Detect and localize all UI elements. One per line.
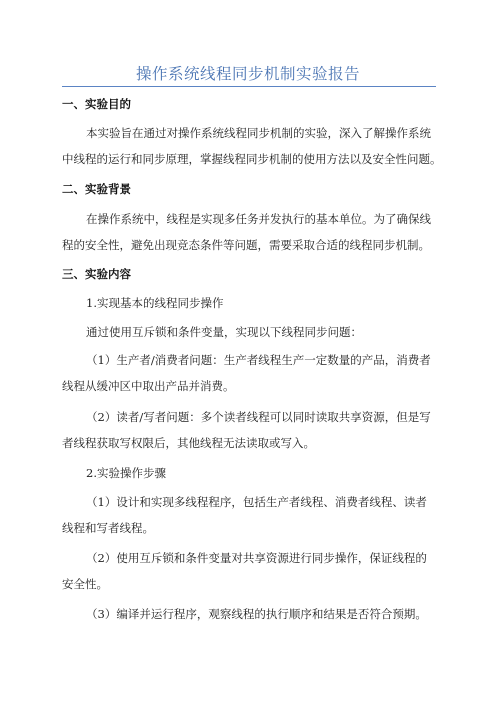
paragraph-line: 中线程的运行和同步原理，掌握线程同步机制的使用方法以及安全性问题。: [62, 151, 442, 166]
paragraph-line: （1）设计和实现多线程程序，包括生产者线程、消费者线程、读者: [86, 495, 427, 509]
paragraph-line: （3）编译并运行程序，观察线程的执行顺序和结果是否符合预期。: [86, 607, 427, 621]
section-paragraph: [62, 121, 442, 172]
section-paragraph: [62, 348, 442, 399]
paragraph-line: 2.实验操作步骤: [86, 466, 166, 480]
paragraph-line: （2）读者/写者问题：多个读者线程可以同时读取共享资源，但是写: [86, 410, 431, 424]
section-paragraph: [62, 546, 442, 597]
paragraph-line: 在操作系统中，线程是实现多任务并发执行的基本单位。为了确保线: [86, 212, 431, 226]
paragraph-line: 本实验旨在通过对操作系统线程同步机制的实验，深入了解操作系统: [86, 126, 431, 140]
paragraph-line: （2）使用互斥锁和条件变量对共享资源进行同步操作，保证线程的: [86, 551, 427, 565]
title-divider: [62, 86, 436, 87]
section-paragraph: [62, 320, 442, 346]
section-heading-background: 二、实验背景: [62, 182, 131, 196]
section-paragraph: [62, 207, 442, 258]
section-heading-purpose: 一、实验目的: [62, 97, 131, 111]
section-paragraph: [62, 602, 442, 628]
paragraph-line: 线程和写者线程。: [62, 520, 154, 535]
paragraph-line: 线程从缓冲区中取出产品并消费。: [62, 378, 235, 393]
paragraph-line: 者线程获取写权限后，其他线程无法读取或写入。: [62, 435, 315, 450]
paragraph-line: 安全性。: [62, 576, 108, 591]
paragraph-line: （1）生产者/消费者问题：生产者线程生产一定数量的产品，消费者: [86, 353, 431, 367]
section-paragraph: [62, 461, 442, 487]
paragraph-line: 通过使用互斥锁和条件变量，实现以下线程同步问题：: [86, 325, 362, 339]
section-paragraph: [62, 490, 442, 541]
document-title: 操作系统线程同步机制实验报告: [135, 65, 360, 83]
paragraph-line: 1.实现基本的线程同步操作: [86, 296, 224, 310]
section-paragraph: [62, 291, 442, 317]
paragraph-line: 程的安全性，避免出现竞态条件等问题，需要采取合适的线程同步机制。: [62, 237, 430, 252]
section-paragraph: [62, 405, 442, 456]
section-heading-content: 三、实验内容: [62, 267, 131, 281]
